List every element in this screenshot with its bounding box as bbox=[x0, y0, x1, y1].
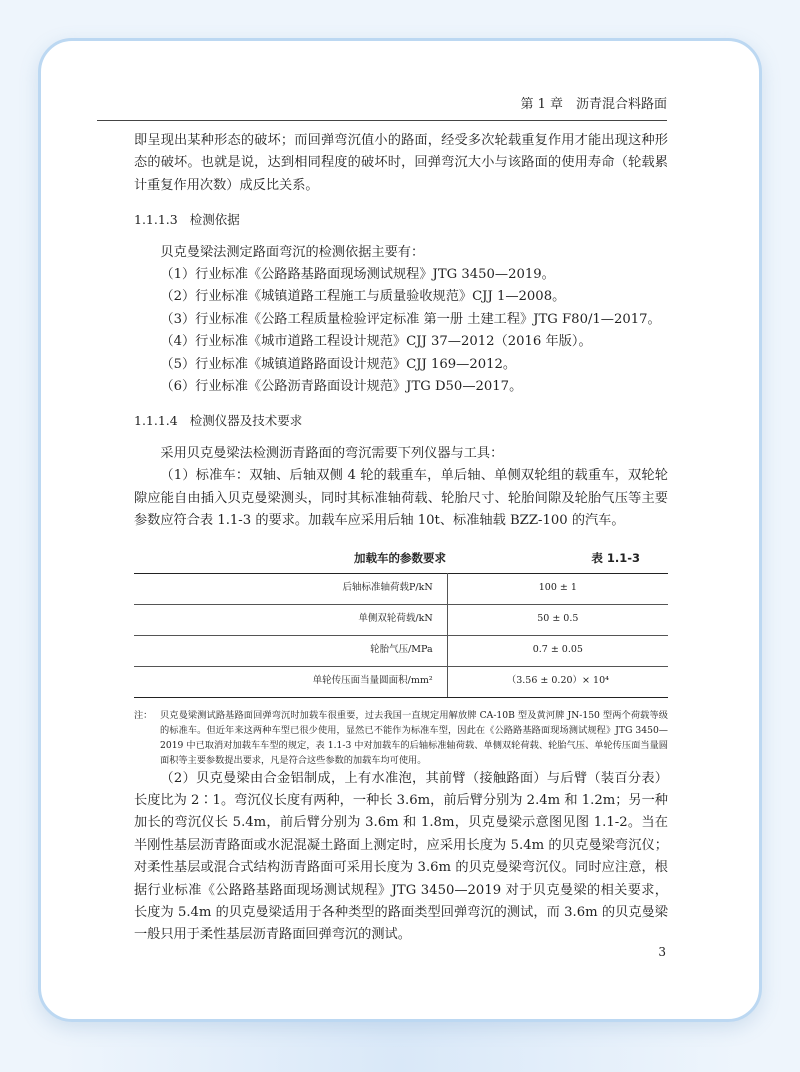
section-heading-1114 bbox=[134, 410, 668, 432]
list-item: （3）行业标准《公路工程质量检验评定标准 第一册 土建工程》JTG F80/1—2017。 bbox=[160, 311, 661, 327]
note-label: 注： bbox=[134, 709, 153, 721]
section-number: 1.1.1.4 bbox=[134, 413, 178, 429]
section-lead: 贝克曼梁法测定路面弯沉的检测依据主要有： bbox=[160, 244, 425, 260]
list-item: （2）行业标准《城镇道路工程施工与质量验收规范》CJJ 1—2008。 bbox=[160, 289, 566, 305]
table-note bbox=[134, 708, 668, 768]
section-lead: 采用贝克曼梁法检测沥青路面的弯沉需要下列仪器与工具： bbox=[160, 445, 504, 461]
parameter-table bbox=[134, 573, 668, 698]
page-content bbox=[134, 130, 668, 947]
item-2-paragraph: （2）贝克曼梁由合金铝制成，上有水准泡，其前臂（接触路面）与后臂（装百分表）长度比为 2∶1。弯沉仪长度有两种，一种长 3.6m，前后臂分别为 2.4m 和 1.2m；另一种加长的弯沉仪长 5.4m，前后臂分别为 3.6m 和 1.8m，贝克曼梁示意图见图 1.1-2。当在半刚性基层沥青路面或水泥混凝土路面上测定时，应采用长度为 5.4m 的贝克曼梁弯沉仪；对柔性基层或混合式结构沥青路面可采用长度为 3.6m 的贝克曼梁弯沉仪。同时应注意，根据行业标准《公路路基路面现场测试规程》JTG 3450—2019 对于贝克曼梁的相关要求，长度为 5.4m 的贝克曼梁适用于各种类型的路面类型回弹弯沉的测试，而 3.6m 的贝克曼梁一般只用于柔性基层沥青路面回弹弯沉的测试。 bbox=[134, 770, 668, 943]
table-row bbox=[134, 666, 668, 697]
list-item: （4）行业标准《城市道路工程设计规范》CJJ 37—2012（2016 年版）。 bbox=[160, 334, 592, 350]
list-item: （6）行业标准《公路沥青路面设计规范》JTG D50—2017。 bbox=[160, 379, 523, 395]
table-row bbox=[134, 604, 668, 635]
section-title: 检测仪器及技术要求 bbox=[189, 413, 303, 429]
list-item: （5）行业标准《城镇道路路面设计规范》CJJ 169—2012。 bbox=[160, 356, 517, 372]
table-number: 表 1.1-3 bbox=[591, 550, 640, 565]
running-head: 第 1 章 沥青混合料路面 bbox=[97, 94, 667, 121]
param-cell: 单轮传压面当量圆面积/mm² bbox=[134, 666, 447, 697]
section-heading-1113 bbox=[134, 209, 668, 231]
param-cell: 轮胎气压/MPa bbox=[134, 635, 447, 666]
intro-paragraph: 即呈现出某种形态的破坏；而回弹弯沉值小的路面，经受多次轮载重复作用才能出现这种形态的破坏。也就是说，达到相同程度的破坏时，回弹弯沉大小与该路面的使用寿命（轮载累计重复作用次数）成反比关系。 bbox=[134, 133, 668, 193]
value-cell: 50 ± 0.5 bbox=[447, 604, 668, 635]
item-1-paragraph: （1）标准车：双轴、后轴双侧 4 轮的载重车，单后轴、单侧双轮组的载重车，双轮轮隙应能自由插入贝克曼梁测头，同时其标准轴荷载、轮胎尺寸、轮胎间隙及轮胎气压等主要参数应符合表 1.1-3 的要求。加载车应采用后轴 10t、标准轴载 BZZ-100 的汽车。 bbox=[134, 468, 668, 529]
value-cell: （3.56 ± 0.20）× 10⁴ bbox=[447, 666, 668, 697]
note-text: 贝克曼梁测试路基路面回弹弯沉时加载车很重要，过去我国一直规定用解放牌 CA-10B 型及黄河牌 JN-150 型两个荷载等级的标准车。但近年来这两种车型已很少使用，显然已不能作为标准车型，因此在《公路路基路面现场测试规程》JTG 3450—2019 中已取消对加载车车型的规定，表 1.1-3 中对加载车的后轴标准轴荷载、单侧双轮荷载、轮胎气压、单轮传压面当量圆面积等主要参数提出要求，凡是符合这些参数的加载车均可使用。 bbox=[160, 709, 668, 766]
param-cell: 后轴标准轴荷载P/kN bbox=[134, 573, 447, 604]
param-cell: 单侧双轮荷载/kN bbox=[134, 604, 447, 635]
page-number: 3 bbox=[658, 945, 666, 959]
table-row bbox=[134, 635, 668, 666]
list-item: （1）行业标准《公路路基路面现场测试规程》JTG 3450—2019。 bbox=[160, 267, 555, 283]
parameter-table-block bbox=[134, 547, 668, 768]
table-row bbox=[134, 573, 668, 604]
section-title: 检测依据 bbox=[189, 212, 240, 228]
value-cell: 0.7 ± 0.05 bbox=[447, 635, 668, 666]
table-title: 加载车的参数要求 bbox=[354, 550, 446, 565]
section-number: 1.1.1.3 bbox=[134, 212, 178, 228]
table-caption bbox=[134, 547, 668, 567]
value-cell: 100 ± 1 bbox=[447, 573, 668, 604]
